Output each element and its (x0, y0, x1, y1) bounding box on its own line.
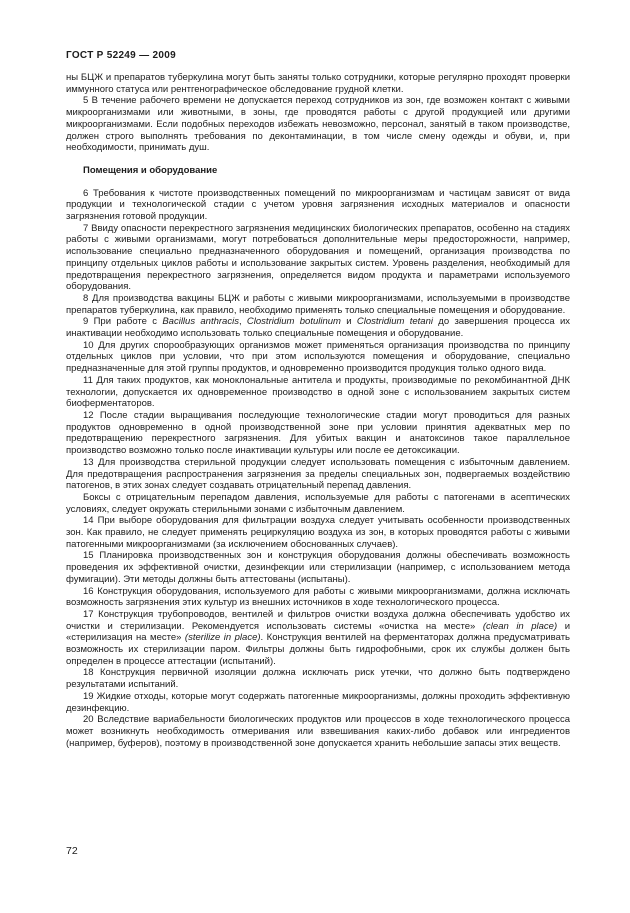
paragraph-10: 10 Для других спорообразующих организмов может применяться организация производства по принципу отдельных циклов при условии, что при этом используются помещения и оборудование, специально предназначенные для этой группы продуктов, и одновременно производится продукция только одного вида. (66, 339, 570, 375)
paragraph-9 (66, 316, 570, 339)
paragraph-9-text: , (238, 316, 247, 328)
english-term: (sterilize in place) (184, 632, 261, 644)
latin-species-name: Bacillus anthracis (162, 316, 239, 328)
document-body (66, 72, 570, 749)
paragraph-13: 13 Для производства стерильной продукции следует использовать помещения с избыточным давлением. Для предотвращения распространения загрязнения за пределы специальных зон, подвергаемых воздействию патогенов, в этих зонах следует создавать отрицательный перепад давления. (66, 456, 570, 492)
paragraph-19: 19 Жидкие отходы, которые могут содержать патогенные микроорганизмы, должны проходить эффективную дезинфекцию. (66, 690, 570, 714)
english-term: (clean in place) (482, 620, 558, 632)
paragraph-17-text: 17 Конструкция трубопроводов, вентилей и фильтров очистки воздуха должна обеспечивать удобство их очистки и стерилизации. Рекомендуется использовать системы «очистка на месте» (66, 608, 570, 632)
paragraph-9-text: 9 При работе с (83, 316, 163, 328)
paragraph-17-text: . Конструкция вентилей на ферментаторах должна предусматривать возможность их стерилизации паром. Фильтры должны быть гидрофобными, срок их службы должен быть определен в процессе аттестации (испытаний). (66, 632, 570, 667)
paragraph-16: 16 Конструкция оборудования, используемого для работы с живыми микроорганизмами, должна исключать возможность загрязнения этих культур из внешних источников в ходе технологического процесса. (66, 585, 570, 609)
paragraph-5: 5 В течение рабочего времени не допускается переход сотрудников из зон, где возможен контакт с живыми микроорганизмами или животными, в зоны, где проводятся работы с другой продукцией или другими микроорганизмами. Если подобных переходов избежать невозможно, персонал, занятый в таком производстве, должен строго выполнять требования по деконтаминации, в том числе смену одежды и обуви, и, при необходимости, принимать душ. (66, 95, 570, 154)
section-heading-premises-and-equipment: Помещения и оборудование (83, 164, 218, 176)
page-number: 72 (66, 845, 78, 857)
paragraph-17 (66, 609, 570, 668)
paragraph-18: 18 Конструкция первичной изоляции должна исключать риск утечки, что должно быть подтверждено результатами испытаний. (66, 667, 570, 691)
paragraph-9-text: и (340, 316, 357, 328)
paragraph-20: 20 Вследствие вариабельности биологических продуктов или процессов в ходе технологического процесса может возникнуть необходимость отмеривания или взвешивания каких-либо добавок или ингредиентов (например, буферов), поэтому в производственной зоне допускается хранить небольшие запасы этих веществ. (66, 714, 570, 749)
paragraph-11: 11 Для таких продуктов, как моноклональные антитела и продукты, производимые по рекомбинантной ДНК технологии, допускается их одновременное производство в одной зоне с использованием закрытых систем биоферментаторов. (66, 374, 570, 410)
paragraph-17-text: и «стерилизация на месте» (66, 620, 570, 644)
paragraph-12: 12 После стадии выращивания последующие технологические стадии могут проводиться для разных продуктов одновременно в одной производственной зоне при условии принятия адекватных мер по предотвращению перекрестного загрязнения. Для убитых вакцин и анатоксинов такое параллельное производство возможно только после инактивации культуры или после ее детоксикации. (66, 409, 570, 457)
paragraph-13-boxes: Боксы с отрицательным перепадом давления, используемые для работы с патогенами в асептических условиях, следует окружать стерильными зонами с избыточным давлением. (66, 491, 570, 515)
paragraph-8: 8 Для производства вакцины БЦЖ и работы с живыми микроорганизмами, используемыми в производстве препаратов туберкулина, как правило, необходимо применять только специальные помещения и оборудование. (66, 292, 570, 316)
latin-species-name: Clostridium tetani (356, 316, 433, 328)
paragraph-9-text: до завершения процесса их инактивации необходимо использовать только специальные помещения и оборудование. (66, 316, 571, 340)
latin-species-name: Clostridium botulinum (246, 316, 341, 328)
paragraph-15: 15 Планировка производственных зон и конструкция оборудования должны обеспечивать возможность проведения их эффективной очистки, дезинфекции или стерилизации (например, с использованием метода фумигации). Эти методы должны быть аттестованы (испытаны). (66, 550, 570, 585)
document-header: ГОСТ Р 52249 — 2009 (66, 50, 176, 61)
paragraph-continuation: ны БЦЖ и препаратов туберкулина могут быть заняты только сотрудники, которые регулярно проходят проверки иммунного статуса или рентгенографическое обследование грудной клетки. (66, 72, 570, 95)
paragraph-7: 7 Ввиду опасности перекрестного загрязнения медицинских биологических препаратов, особенно на стадиях работы с живыми организмами, могут потребоваться дополнительные меры предосторожности, например, использование специально предназначенного оборудования и помещений, организация производства по принципу отдельных циклов работы и использование закрытых систем. Уровень разделения, необходимый для предотвращения перекрестного загрязнения, определяется видом продукта и параметрами используемого оборудования. (66, 222, 570, 293)
paragraph-6: 6 Требования к чистоте производственных помещений по микроорганизмам и частицам зависят от вида продукции и технологической стадии с учетом уровня загрязнения исходных материалов и опасности загрязнения готовой продукции. (66, 187, 570, 223)
paragraph-14: 14 При выборе оборудования для фильтрации воздуха следует учитывать особенности производственных зон. Как правило, не следует применять рециркуляцию воздуха из зон, в которых проводятся работы с живыми патогенными микроорганизмами (за исключением обоснованных случаев). (66, 515, 570, 550)
